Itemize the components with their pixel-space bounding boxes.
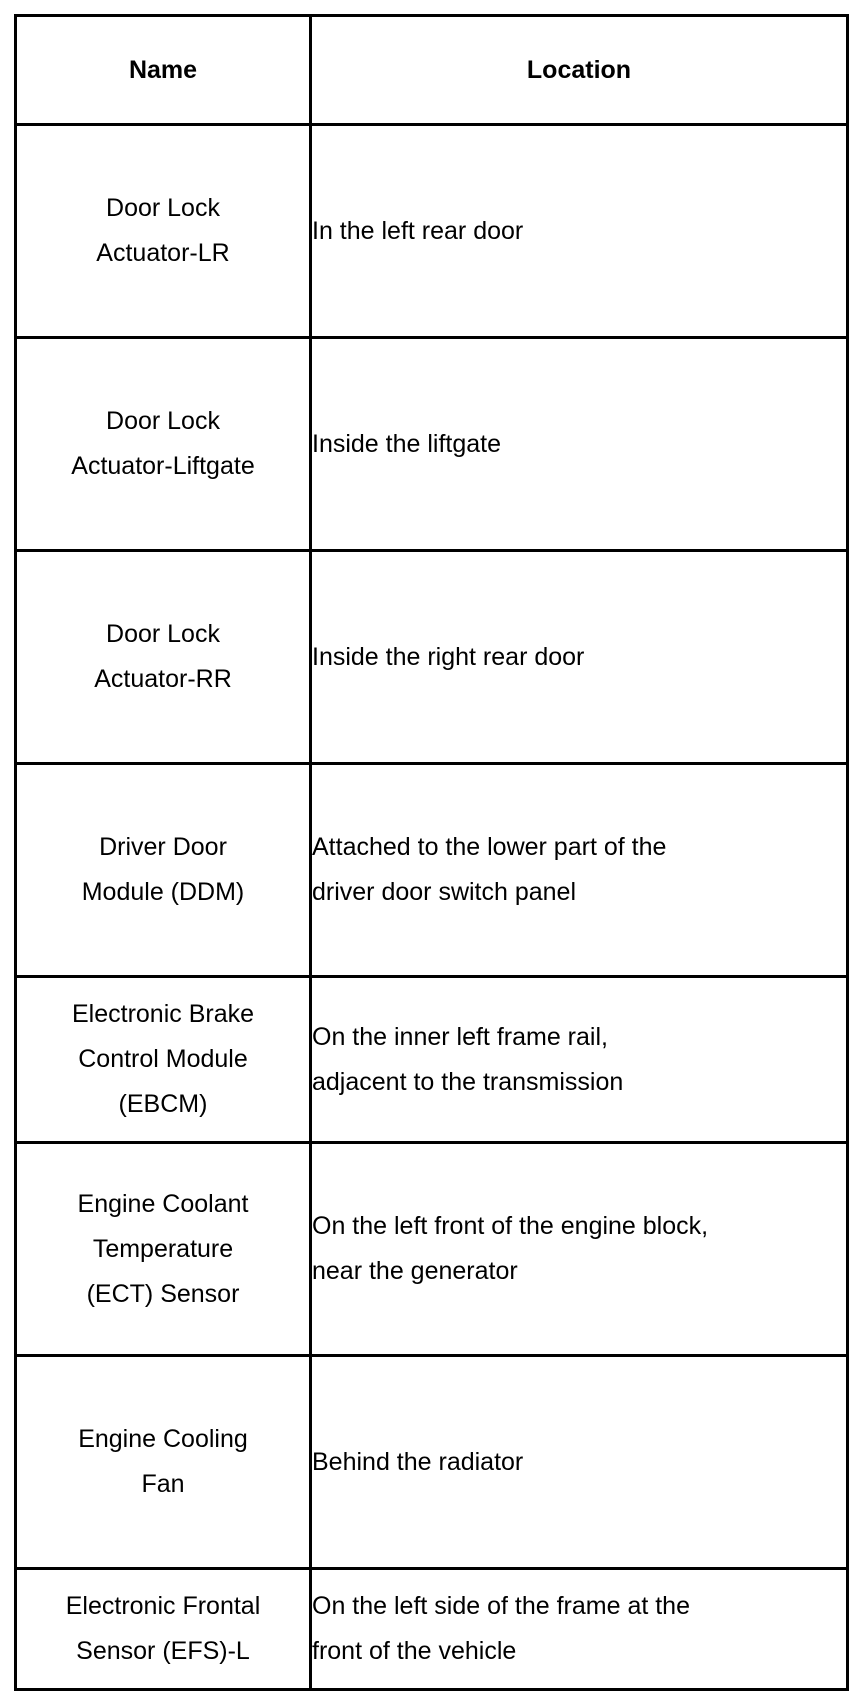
component-location: Inside the right rear door xyxy=(312,642,585,671)
component-name: Electronic Frontal Sensor (EFS)-L xyxy=(65,1592,261,1665)
component-location: In the left rear door xyxy=(312,216,524,245)
component-location-cell xyxy=(311,338,848,551)
location-column-header: Location xyxy=(311,16,848,125)
component-location-cell xyxy=(311,977,848,1143)
table-row xyxy=(16,551,848,764)
table-row xyxy=(16,1143,848,1356)
name-column-header: Name xyxy=(16,16,311,125)
component-location-cell xyxy=(311,764,848,977)
table-row xyxy=(16,125,848,338)
component-location-cell xyxy=(311,125,848,338)
component-name-cell xyxy=(16,1356,311,1569)
component-name: Engine Coolant Temperature (ECT) Sensor xyxy=(77,1189,249,1308)
component-name-cell xyxy=(16,764,311,977)
component-location: On the left side of the frame at the front of the vehicle xyxy=(312,1592,690,1665)
table-row xyxy=(16,764,848,977)
component-name: Driver Door Module (DDM) xyxy=(81,833,245,906)
component-name: Door Lock Actuator-Liftgate xyxy=(71,407,255,480)
component-name-cell xyxy=(16,551,311,764)
header-row xyxy=(16,16,848,125)
table-row xyxy=(16,338,848,551)
component-location: On the inner left frame rail, adjacent to the transmission xyxy=(312,1022,624,1096)
component-name-cell xyxy=(16,1143,311,1356)
component-name: Electronic Brake Control Module (EBCM) xyxy=(71,1000,255,1118)
component-name-cell xyxy=(16,977,311,1143)
component-name: Engine Cooling Fan xyxy=(78,1425,248,1498)
table-row xyxy=(16,1356,848,1569)
component-name: Door Lock Actuator-LR xyxy=(96,194,230,267)
component-location-cell xyxy=(311,551,848,764)
table-row xyxy=(16,1569,848,1690)
component-location: Attached to the lower part of the driver door switch panel xyxy=(312,833,667,906)
component-location: On the left front of the engine block, near the generator xyxy=(312,1212,709,1285)
component-location-cell xyxy=(311,1569,848,1690)
table-row xyxy=(16,977,848,1143)
component-location: Inside the liftgate xyxy=(312,429,502,458)
component-name-cell xyxy=(16,1569,311,1690)
component-location-table xyxy=(14,14,849,1691)
component-location-cell xyxy=(311,1143,848,1356)
component-name: Door Lock Actuator-RR xyxy=(94,620,232,693)
component-name-cell xyxy=(16,125,311,338)
component-location: Behind the radiator xyxy=(312,1447,524,1476)
component-name-cell xyxy=(16,338,311,551)
component-location-cell xyxy=(311,1356,848,1569)
